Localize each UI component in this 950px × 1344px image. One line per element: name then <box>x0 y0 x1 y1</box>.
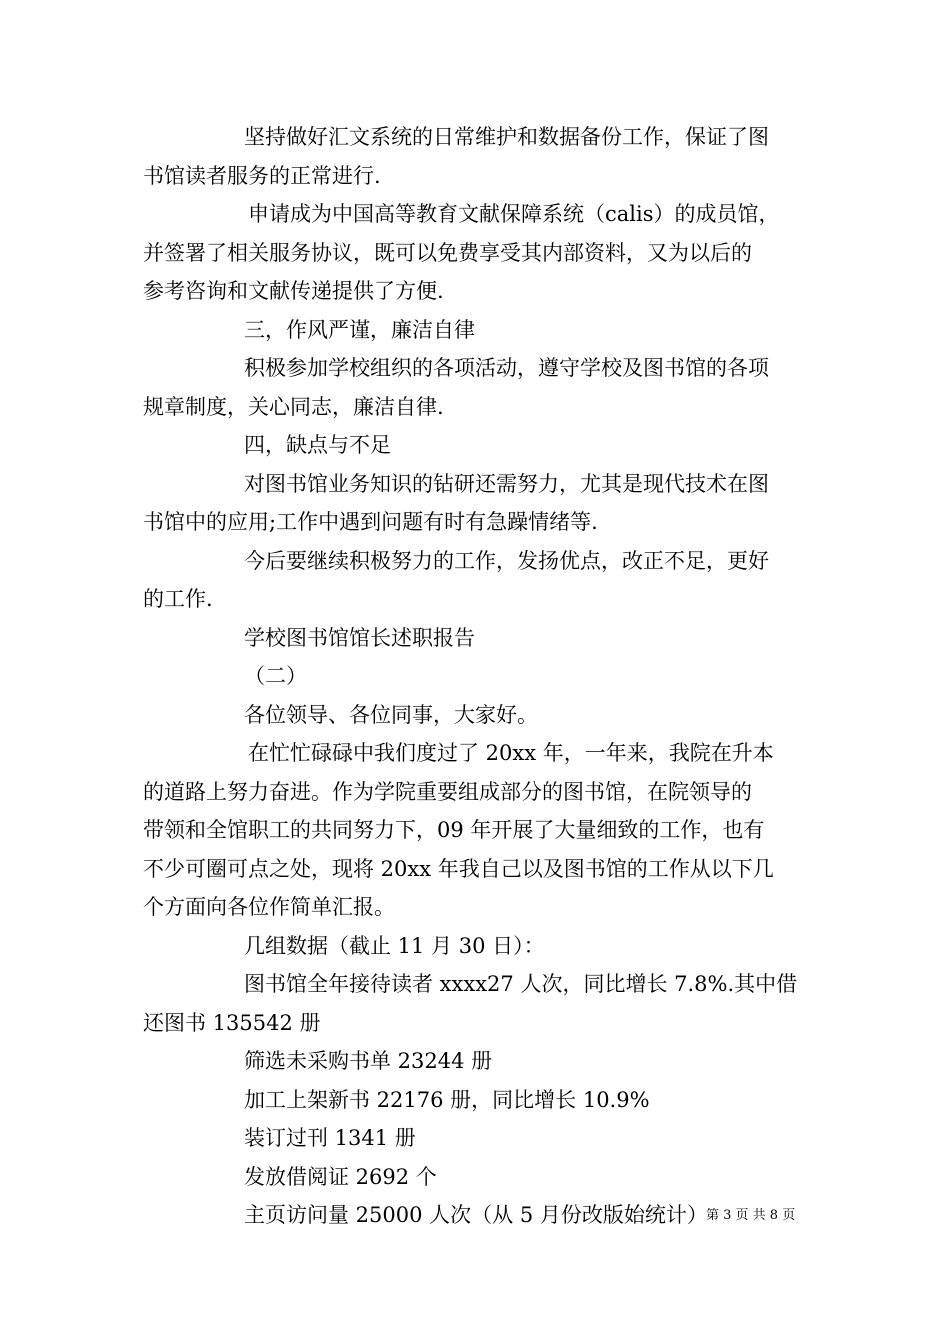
paragraph-line: 的道路上努力奋进。作为学院重要组成部分的图书馆，在院领导的 <box>143 779 752 804</box>
paragraph-line: 对图书馆业务知识的钻研还需努力，尤其是现代技术在图 <box>244 471 769 496</box>
section-heading: 三，作风严谨，廉洁自律 <box>244 317 475 342</box>
section-heading: 几组数据（截止 11 月 30 日）： <box>244 933 545 958</box>
statistic-line: 主页访问量 25000 人次（从 5 月份改版始统计） <box>244 1203 708 1227</box>
statistic-line: 加工上架新书 22176 册，同比增长 10.9% <box>244 1087 650 1112</box>
paragraph-line: 今后要继续积极努力的工作，发扬优点，改正不足，更好 <box>244 548 769 573</box>
statistic-line: 装订过刊 1341 册 <box>244 1126 416 1150</box>
paragraph-line: 的工作. <box>143 587 213 611</box>
paragraph-line: 书馆读者服务的正常进行. <box>143 163 381 188</box>
document-body <box>143 118 810 1235</box>
statistic-line: 筛选未采购书单 23244 册 <box>244 1049 493 1073</box>
paragraph-line: 申请成为中国高等教育文献保障系统（calis）的成员馆， <box>248 202 780 226</box>
paragraph-line: 带领和全馆职工的共同努力下，09 年开展了大量细致的工作，也有 <box>143 818 765 842</box>
paragraph-line: 积极参加学校组织的各项活动，遵守学校及图书馆的各项 <box>244 356 769 380</box>
statistic-line: 图书馆全年接待读者 xxxx27 人次，同比增长 7.8%.其中借 <box>244 972 798 996</box>
statistic-line: 还图书 135542 册 <box>143 1010 321 1035</box>
statistic-line: 发放借阅证 2692 个 <box>244 1164 437 1189</box>
report-subtitle: （二） <box>244 664 307 688</box>
paragraph-line: 书馆中的应用;工作中遇到问题有时有急躁情绪等. <box>143 510 598 534</box>
paragraph-line: 并签署了相关服务协议，既可以免费享受其内部资料，又为以后的 <box>143 240 752 265</box>
paragraph-line: 不少可圈可点之处，现将 20xx 年我自己以及图书馆的工作从以下几 <box>143 856 774 881</box>
greeting-line: 各位领导、各位同事，大家好。 <box>244 702 538 727</box>
paragraph-line: 个方面向各位作简单汇报。 <box>143 895 395 919</box>
paragraph-line: 规章制度，关心同志，廉洁自律. <box>143 394 444 419</box>
paragraph-line: 坚持做好汇文系统的日常维护和数据备份工作，保证了图 <box>244 125 769 149</box>
paragraph-line: 在忙忙碌碌中我们度过了 20xx 年，一年来，我院在升本 <box>248 741 774 765</box>
section-heading: 四，缺点与不足 <box>244 433 391 457</box>
report-title: 学校图书馆馆长述职报告 <box>244 625 475 650</box>
page-number-footer: 第 3 页 共 8 页 <box>706 1208 796 1223</box>
paragraph-line: 参考咨询和文献传递提供了方便. <box>143 279 444 303</box>
